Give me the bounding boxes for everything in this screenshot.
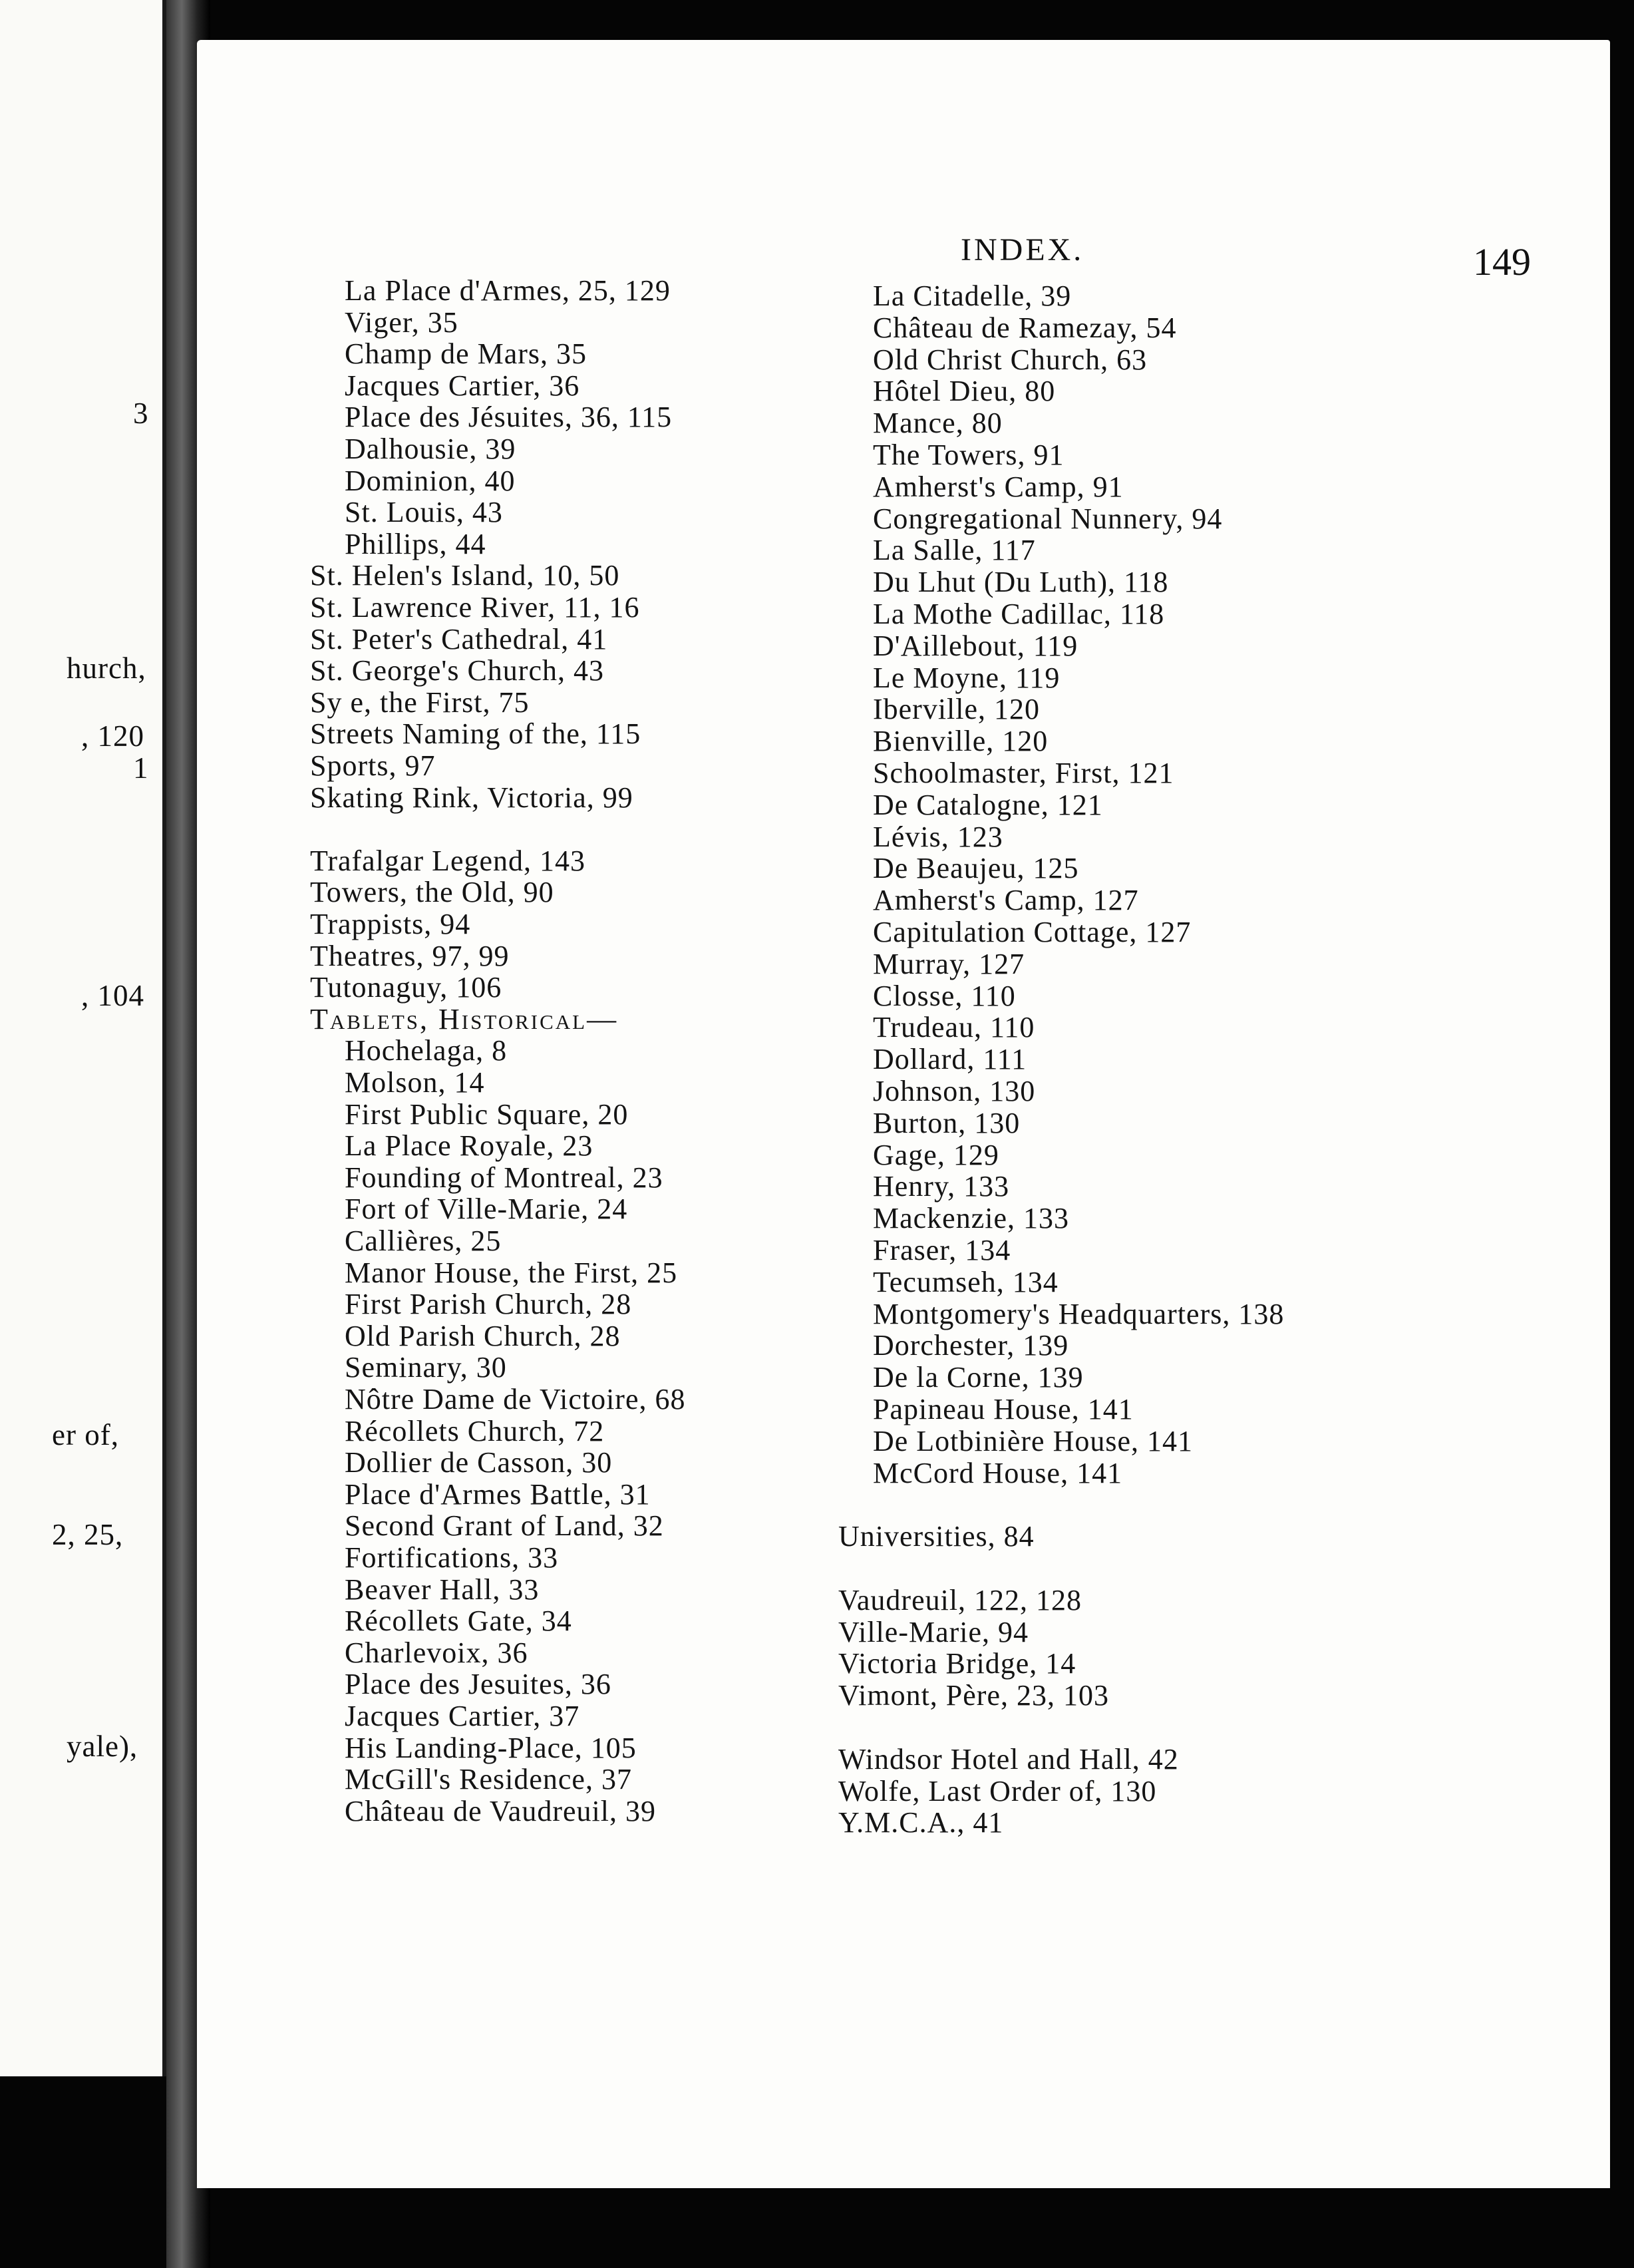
index-entry: Lévis, 123 (873, 820, 1003, 853)
index-entry: Closse, 110 (873, 979, 1016, 1012)
index-entry: Beaver Hall, 33 (345, 1573, 540, 1606)
index-entry: Congregational Nunnery, 94 (873, 502, 1223, 535)
index-entry: St. Helen's Island, 10, 50 (310, 559, 620, 592)
index-entry: His Landing-Place, 105 (345, 1731, 637, 1764)
index-entry: La Place Royale, 23 (345, 1129, 593, 1163)
index-entry: Fortifications, 33 (345, 1541, 559, 1574)
index-entry: St. Lawrence River, 11, 16 (310, 591, 640, 624)
facing-page-text: , 120 (81, 719, 144, 753)
index-entry: Towers, the Old, 90 (310, 876, 554, 909)
index-entry: Windsor Hotel and Hall, 42 (838, 1742, 1179, 1776)
facing-page-text: hurch, (67, 652, 146, 685)
index-entry: Trudeau, 110 (873, 1011, 1035, 1044)
index-entry: Bienville, 120 (873, 725, 1049, 758)
index-entry: Château de Ramezay, 54 (873, 311, 1177, 344)
index-entry: St. George's Church, 43 (310, 654, 604, 687)
index-entry: Streets Naming of the, 115 (310, 717, 641, 751)
index-entry: Sy e, the First, 75 (310, 685, 530, 719)
facing-page-text: 1 (133, 751, 149, 785)
index-entry: Wolfe, Last Order of, 130 (838, 1774, 1157, 1807)
facing-page-text: 3 (133, 397, 149, 430)
index-entry: Old Parish Church, 28 (345, 1319, 621, 1352)
index-entry: McGill's Residence, 37 (345, 1763, 632, 1796)
index-entry: Trafalgar Legend, 143 (310, 844, 586, 877)
index-entry: Place des Jesuites, 36 (345, 1668, 611, 1701)
index-entry: De la Corne, 139 (873, 1361, 1084, 1394)
index-entry: Skating Rink, Victoria, 99 (310, 781, 633, 814)
index-entry: St. Louis, 43 (345, 496, 503, 529)
index-entry: Gage, 129 (873, 1138, 999, 1171)
index-entry: La Place d'Armes, 25, 129 (345, 274, 671, 307)
index-entry: Viger, 35 (345, 305, 458, 339)
index-entry: McCord House, 141 (873, 1456, 1123, 1489)
index-entry: St. Peter's Cathedral, 41 (310, 622, 608, 656)
facing-page-text: yale), (67, 1730, 138, 1763)
index-entry: Murray, 127 (873, 947, 1025, 980)
index-entry: Founding of Montreal, 23 (345, 1161, 663, 1194)
index-entry: First Parish Church, 28 (345, 1288, 632, 1321)
index-entry: Manor House, the First, 25 (345, 1256, 678, 1289)
index-entry: Récollets Church, 72 (345, 1414, 605, 1447)
page-number: 149 (1473, 240, 1531, 284)
index-entry: Vimont, Père, 23, 103 (838, 1679, 1109, 1712)
index-entry: Callières, 25 (345, 1225, 502, 1257)
index-entry: Dollard, 111 (873, 1043, 1027, 1076)
index-entry: Old Christ Church, 63 (873, 343, 1148, 376)
facing-page-text: er of, (52, 1418, 119, 1451)
index-entry: La Citadelle, 39 (873, 280, 1072, 312)
index-entry: Victoria Bridge, 14 (838, 1647, 1076, 1680)
facing-page-text: , 104 (81, 979, 144, 1012)
index-entry: Capitulation Cottage, 127 (873, 916, 1192, 948)
index-page (197, 40, 1610, 2188)
index-entry: Dorchester, 139 (873, 1329, 1069, 1362)
index-entry: Dominion, 40 (345, 464, 516, 497)
index-entry: De Lotbinière House, 141 (873, 1424, 1193, 1457)
index-entry: Iberville, 120 (873, 693, 1041, 726)
index-entry: Jacques Cartier, 36 (345, 369, 580, 402)
index-entry: Sports, 97 (310, 749, 436, 782)
index-entry: Hôtel Dieu, 80 (873, 375, 1056, 408)
facing-page-fragment (0, 0, 166, 2076)
index-entry: Amherst's Camp, 127 (873, 884, 1139, 917)
index-entry: Château de Vaudreuil, 39 (345, 1794, 656, 1827)
index-entry: Nôtre Dame de Victoire, 68 (345, 1383, 686, 1416)
index-entry: Jacques Cartier, 37 (345, 1700, 580, 1732)
index-entry: Trappists, 94 (310, 908, 471, 940)
index-entry: Burton, 130 (873, 1106, 1021, 1139)
index-entry: Place des Jésuites, 36, 115 (345, 401, 673, 434)
index-entry: Molson, 14 (345, 1066, 485, 1099)
index-entry: The Towers, 91 (873, 439, 1064, 471)
index-entry: La Mothe Cadillac, 118 (873, 598, 1165, 630)
index-entry: Ville-Marie, 94 (838, 1615, 1029, 1648)
index-entry: Montgomery's Headquarters, 138 (873, 1297, 1285, 1330)
index-entry: Theatres, 97, 99 (310, 939, 510, 972)
index-entry: De Beaujeu, 125 (873, 852, 1079, 885)
index-entry: Amherst's Camp, 91 (873, 470, 1124, 503)
index-entry: Vaudreuil, 122, 128 (838, 1583, 1082, 1616)
index-entry: Charlevoix, 36 (345, 1636, 528, 1669)
index-entry: De Catalogne, 121 (873, 788, 1103, 821)
index-entry: Second Grant of Land, 32 (345, 1509, 664, 1543)
index-entry: Y.M.C.A., 41 (838, 1806, 1004, 1839)
index-entry: La Salle, 117 (873, 534, 1036, 567)
running-head: INDEX. (961, 232, 1084, 268)
index-entry: Tutonaguy, 106 (310, 971, 502, 1004)
index-entry: Seminary, 30 (345, 1351, 507, 1384)
index-entry: Johnson, 130 (873, 1075, 1036, 1107)
index-entry: Place d'Armes Battle, 31 (345, 1477, 651, 1511)
index-entry: Le Moyne, 119 (873, 661, 1061, 694)
index-entry: Récollets Gate, 34 (345, 1605, 572, 1638)
index-entry: Tablets, Historical— (310, 1002, 619, 1036)
index-entry: Hochelaga, 8 (345, 1034, 508, 1067)
index-entry: Mance, 80 (873, 407, 1003, 440)
index-entry: Fort of Ville-Marie, 24 (345, 1193, 628, 1226)
index-entry: First Public Square, 20 (345, 1097, 629, 1131)
index-entry: Mackenzie, 133 (873, 1202, 1069, 1235)
index-entry: Dollier de Casson, 30 (345, 1446, 613, 1479)
index-entry: Phillips, 44 (345, 527, 486, 560)
index-entry: Schoolmaster, First, 121 (873, 757, 1174, 789)
index-entry: Tecumseh, 134 (873, 1265, 1059, 1298)
index-entry: Universities, 84 (838, 1520, 1035, 1553)
index-entry: Du Lhut (Du Luth), 118 (873, 566, 1169, 599)
index-entry: Dalhousie, 39 (345, 433, 516, 465)
index-entry: Henry, 133 (873, 1170, 1010, 1203)
facing-page-text: 2, 25, (52, 1518, 124, 1551)
index-entry: D'Aillebout, 119 (873, 629, 1078, 662)
index-entry: Fraser, 134 (873, 1234, 1011, 1266)
index-entry: Papineau House, 141 (873, 1393, 1134, 1425)
index-entry: Champ de Mars, 35 (345, 337, 587, 371)
